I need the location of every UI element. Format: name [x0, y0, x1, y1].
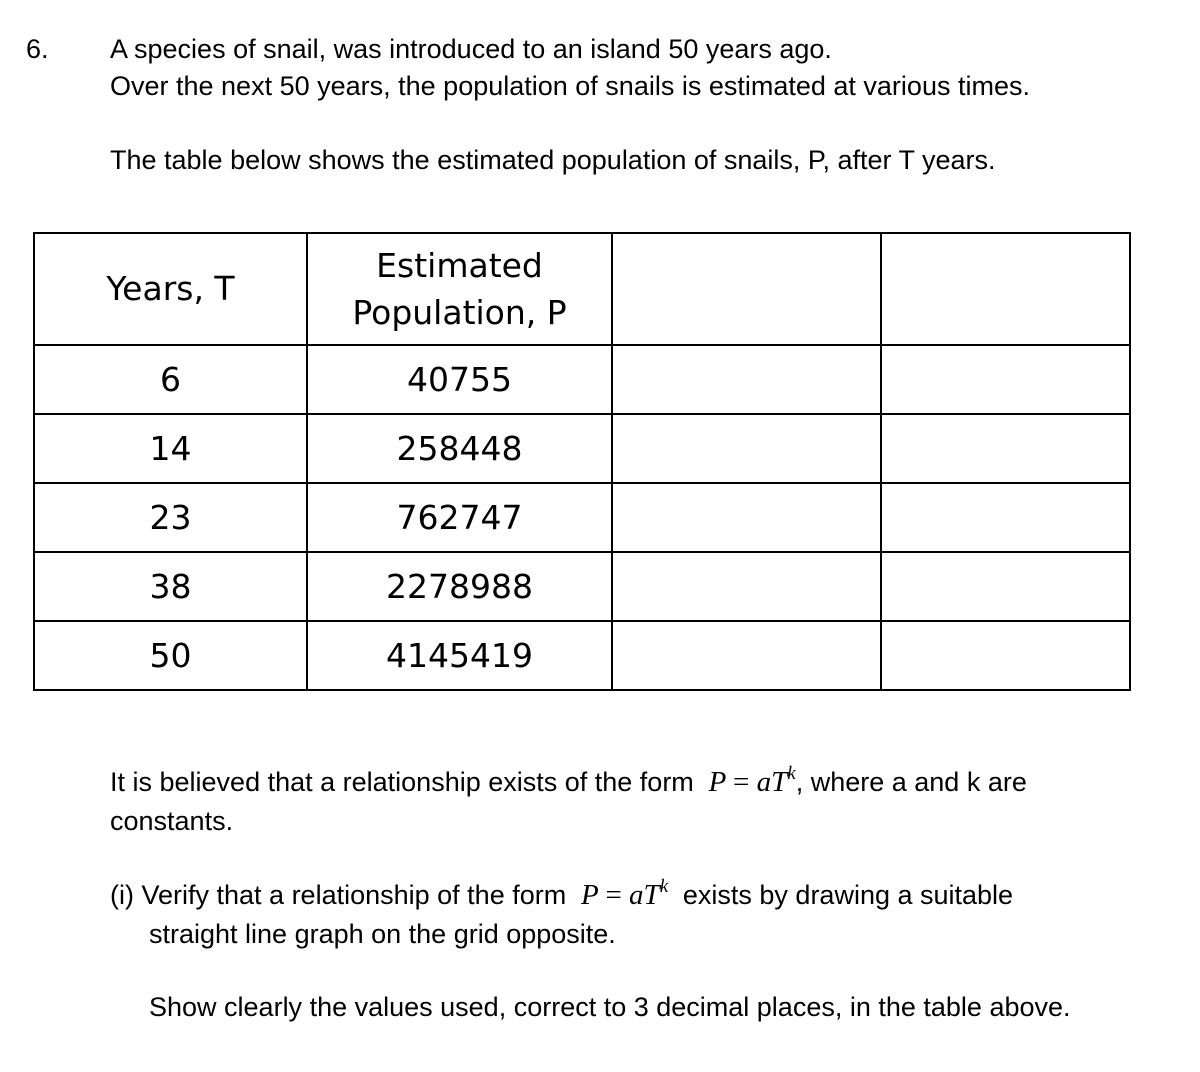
cell-population: 762747: [307, 483, 612, 552]
cell-answer-col-3[interactable]: [612, 552, 881, 621]
table-row: [34, 345, 1130, 414]
cell-answer-col-4[interactable]: [881, 414, 1130, 483]
cell-answer-col-4[interactable]: [881, 345, 1130, 414]
cell-answer-col-4[interactable]: [881, 483, 1130, 552]
cell-answer-col-4[interactable]: [881, 552, 1130, 621]
table-row: [34, 552, 1130, 621]
table-row: [34, 621, 1130, 690]
table-row: [34, 414, 1130, 483]
header-population-line1: Estimated: [376, 245, 543, 285]
cell-years: 50: [34, 621, 307, 690]
header-years-label: Years, T: [106, 269, 235, 309]
formula-rhs: aT: [629, 879, 660, 911]
cell-population: 2278988: [307, 552, 612, 621]
part-i-line-2: straight line graph on the grid opposite.: [149, 919, 616, 949]
formula-rhs: aT: [756, 766, 788, 798]
part-i-instruction: Show clearly the values used, correct to 3 decimal places, in the table above.: [149, 992, 1071, 1022]
formula-eq: =: [733, 766, 750, 798]
cell-years: 38: [34, 552, 307, 621]
cell-years: 14: [34, 414, 307, 483]
cell-answer-col-3[interactable]: [612, 483, 881, 552]
header-years: [34, 233, 307, 345]
cell-answer-col-4[interactable]: [881, 621, 1130, 690]
formula-exponent: k: [659, 876, 669, 897]
part-i-line-1: [110, 876, 1014, 911]
formula-lhs: P: [580, 879, 599, 911]
relationship-text-before: It is believed that a relationship exists of the form: [110, 767, 694, 797]
relationship-text-after: , where a and k are: [795, 767, 1027, 797]
formula-exponent: k: [787, 763, 796, 784]
relationship-formula: [701, 763, 796, 798]
part-i-formula: [574, 876, 676, 911]
header-population-line2: Population, P: [352, 292, 567, 332]
table-caption: The table below shows the estimated population of snails, P, after T years.: [110, 145, 996, 175]
cell-years: 23: [34, 483, 307, 552]
relationship-line-2: constants.: [110, 806, 234, 836]
intro-line-1: A species of snail, was introduced to an island 50 years ago.: [110, 34, 832, 64]
formula-eq: =: [605, 879, 622, 911]
part-i-text-before: (i) Verify that a relationship of the form: [110, 880, 567, 910]
cell-years: 6: [34, 345, 307, 414]
header-empty-col-3[interactable]: [612, 233, 881, 345]
table-row: [34, 483, 1130, 552]
question-number: 6.: [26, 34, 49, 64]
part-i-text-after: exists by drawing a suitable: [682, 880, 1014, 910]
intro-line-2: Over the next 50 years, the population of snails is estimated at various times.: [110, 71, 1030, 101]
header-population: [307, 233, 612, 345]
population-table: [33, 232, 1131, 691]
cell-answer-col-3[interactable]: [612, 621, 881, 690]
formula-lhs: P: [708, 766, 726, 798]
cell-answer-col-3[interactable]: [612, 345, 881, 414]
cell-population: 4145419: [307, 621, 612, 690]
cell-population: 258448: [307, 414, 612, 483]
cell-population: 40755: [307, 345, 612, 414]
header-empty-col-4[interactable]: [881, 233, 1130, 345]
cell-answer-col-3[interactable]: [612, 414, 881, 483]
relationship-line-1: [110, 763, 1027, 798]
table-header-row: [34, 233, 1130, 345]
